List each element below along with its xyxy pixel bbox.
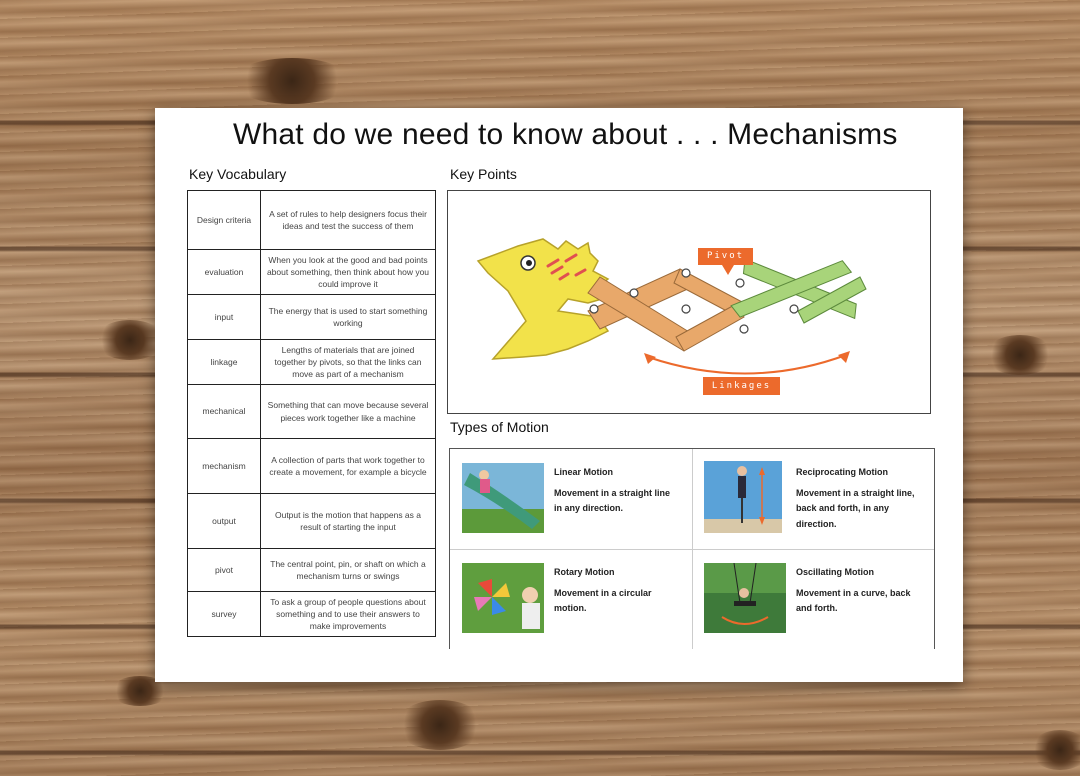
wood-knot <box>395 700 485 750</box>
table-row <box>188 385 436 439</box>
knowledge-organiser-sheet <box>155 108 963 682</box>
fish-head <box>478 239 616 359</box>
motion-title: Linear Motion <box>554 467 613 477</box>
pinwheel-photo-icon <box>462 563 544 633</box>
motion-arrow <box>648 355 846 374</box>
slide-photo-icon <box>462 463 544 533</box>
motion-description: Movement in a straight line in any direction. <box>554 488 671 514</box>
vocab-definition: A set of rules to help designers focus their ideas and test the success of them <box>261 191 436 250</box>
fish-linkage-illustration <box>448 191 930 413</box>
wood-knot <box>1030 730 1080 770</box>
key-points-heading: Key Points <box>450 166 517 182</box>
motion-card-rotary <box>450 549 693 649</box>
key-vocabulary-heading: Key Vocabulary <box>189 166 287 182</box>
vocab-definition: The energy that is used to start something working <box>261 295 436 340</box>
types-of-motion-heading: Types of Motion <box>450 419 549 435</box>
linkages-label: Linkages <box>703 377 780 395</box>
table-row <box>188 295 436 340</box>
vocab-definition: Output is the motion that happens as a result of starting the input <box>261 494 436 549</box>
motion-title: Reciprocating Motion <box>796 467 888 477</box>
motion-title: Rotary Motion <box>554 567 615 577</box>
vocab-definition: To ask a group of people questions about something and to use their answers to make improvements <box>261 592 436 637</box>
motion-description: Movement in a curve, back and forth. <box>796 588 911 614</box>
table-row <box>188 439 436 494</box>
vocab-term: survey <box>188 592 261 637</box>
table-row <box>188 191 436 250</box>
types-of-motion-grid <box>449 448 935 649</box>
motion-card-reciprocating <box>692 449 934 550</box>
wood-knot <box>985 335 1055 375</box>
motion-card-oscillating <box>692 549 934 649</box>
vocab-definition: A collection of parts that work together to create a movement, for example a bicycle <box>261 439 436 494</box>
orange-linkage-arms <box>588 269 744 351</box>
table-row <box>188 494 436 549</box>
page-title: What do we need to know about . . . Mechanisms <box>233 118 898 151</box>
vocab-term: mechanical <box>188 385 261 439</box>
motion-title: Oscillating Motion <box>796 567 874 577</box>
wood-knot <box>232 58 352 104</box>
vocab-term: evaluation <box>188 250 261 295</box>
table-row <box>188 549 436 592</box>
vocab-term: input <box>188 295 261 340</box>
motion-card-linear <box>450 449 693 550</box>
table-row <box>188 592 436 637</box>
vocab-definition: Something that can move because several pieces work together like a machine <box>261 385 436 439</box>
vocab-term: output <box>188 494 261 549</box>
table-row <box>188 340 436 385</box>
green-linkage-arms <box>731 259 866 323</box>
vocab-definition: When you look at the good and bad points about something, then think about how you could improve it <box>261 250 436 295</box>
vocabulary-table <box>187 190 436 637</box>
linkage-fish-diagram <box>447 190 931 414</box>
pogo-stick-photo-icon <box>704 461 782 533</box>
vocab-definition: The central point, pin, or shaft on which a mechanism turns or swings <box>261 549 436 592</box>
motion-description: Movement in a straight line, back and forth, in any direction. <box>796 488 915 529</box>
vocab-term: pivot <box>188 549 261 592</box>
table-row <box>188 250 436 295</box>
vocab-term: mechanism <box>188 439 261 494</box>
vocab-term: linkage <box>188 340 261 385</box>
pivot-label: Pivot <box>698 248 753 265</box>
motion-description: Movement in a circular motion. <box>554 588 652 614</box>
swing-photo-icon <box>704 563 786 633</box>
vocab-term: Design criteria <box>188 191 261 250</box>
vocab-definition: Lengths of materials that are joined together by pivots, so that the links can move as part of a mechanism <box>261 340 436 385</box>
